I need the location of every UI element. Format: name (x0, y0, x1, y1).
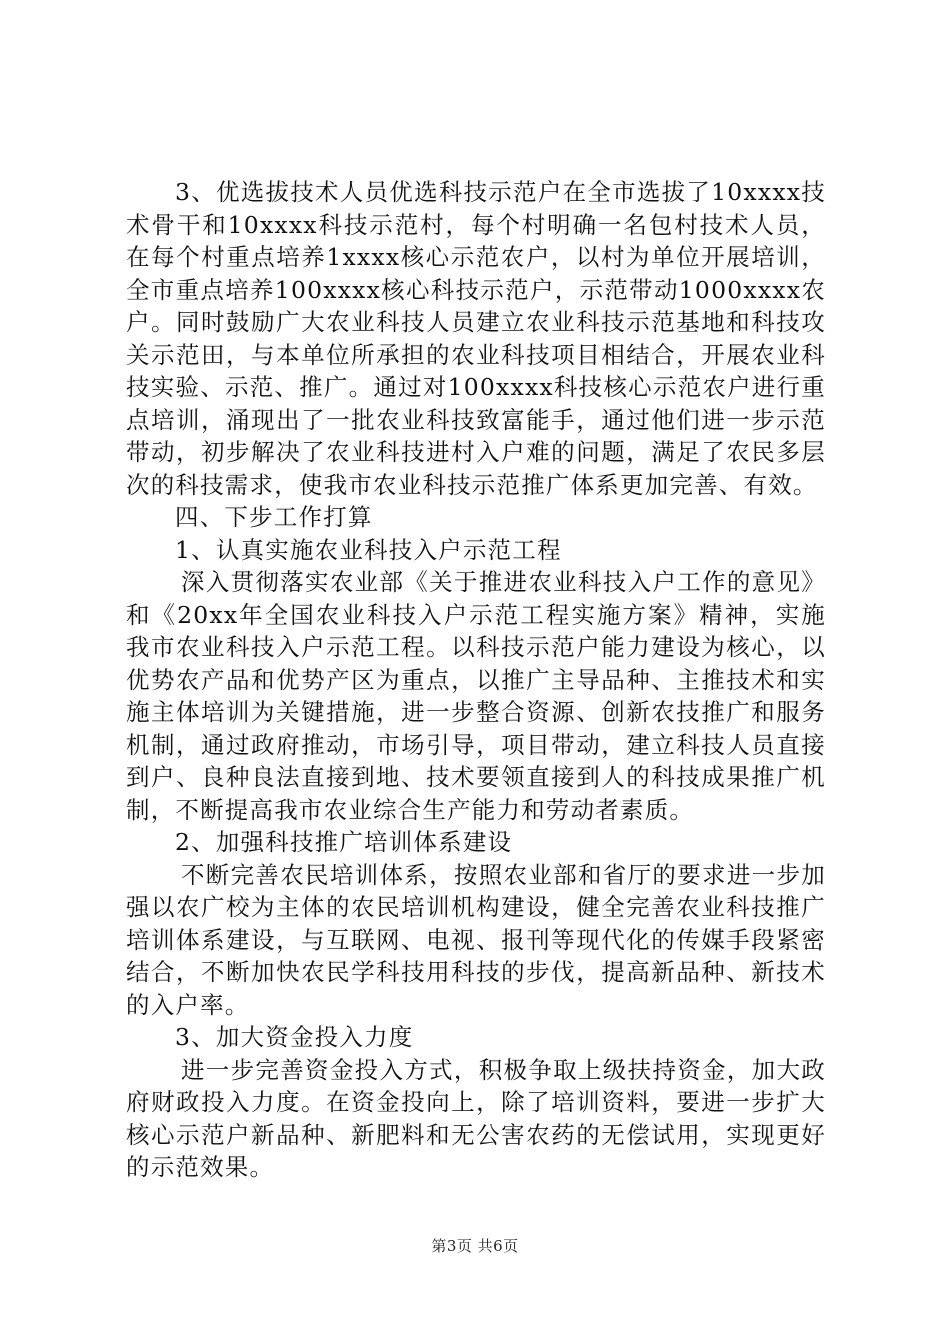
document-body (126, 176, 826, 1184)
paragraph-selection-of-technicians: 3、优选拔技术人员优选科技示范户在全市选拔了10xxxx技术骨干和10xxxx科技示范村，每个村明确一名包村技术人员，在每个村重点培养1xxxx核心示范农户，以村为单位开展培训，全市重点培养100xxxx核心科技示范户，示范带动1000xxxx农户。同时鼓励广大农业科技人员建立农业科技示范基地和科技攻关示范田，与本单位所承担的农业科技项目相结合，开展农业科技实验、示范、推广。通过对100xxxx科技核心示范农户进行重点培训，涌现出了一批农业科技致富能手，通过他们进一步示范带动，初步解决了农业科技进村入户难的问题，满足了农民多层次的科技需求，使我市农业科技示范推广体系更加完善、有效。 (126, 178, 826, 499)
paragraph-training-system: 不断完善农民培训体系，按照农业部和省厅的要求进一步加强以农广校为主体的农民培训机构建设，健全完善农业科技推广培训体系建设，与互联网、电视、报刊等现代化的传媒手段紧密结合，不断加快农民学科技用科技的步伐，提高新品种、新技术的入户率。 (126, 860, 826, 1019)
paragraph-funding: 进一步完善资金投入方式，积极争取上级扶持资金，加大政府财政投入力度。在资金投向上，除了培训资料，要进一步扩大核心示范户新品种、新肥料和无公害农药的无偿试用，实现更好的示范效果。 (126, 1055, 826, 1181)
subheading-funding: 3、加大资金投入力度 (175, 1023, 414, 1051)
heading-next-steps: 四、下步工作打算 (175, 503, 373, 531)
subheading-implement-demonstration: 1、认真实施农业科技入户示范工程 (175, 535, 562, 564)
paragraph-implement-demonstration: 深入贯彻落实农业部《关于推进农业科技入户工作的意见》和《20xx年全国农业科技入户示范工程实施方案》精神，实施我市农业科技入户示范工程。以科技示范户能力建设为核心，以优势农产品和优势产区为重点，以推广主导品种、主推技术和实施主体培训为关键措施，进一步整合资源、创新农技推广和服务机制，通过政府推动，市场引导，项目带动，建立科技人员直接到户、良种良法直接到地、技术要领直接到人的科技成果推广机制，不断提高我市农业综合生产能力和劳动者素质。 (126, 568, 826, 824)
page-number-footer: 第3页 共6页 (431, 1237, 519, 1255)
subheading-training-system: 2、加强科技推广培训体系建设 (175, 828, 513, 856)
